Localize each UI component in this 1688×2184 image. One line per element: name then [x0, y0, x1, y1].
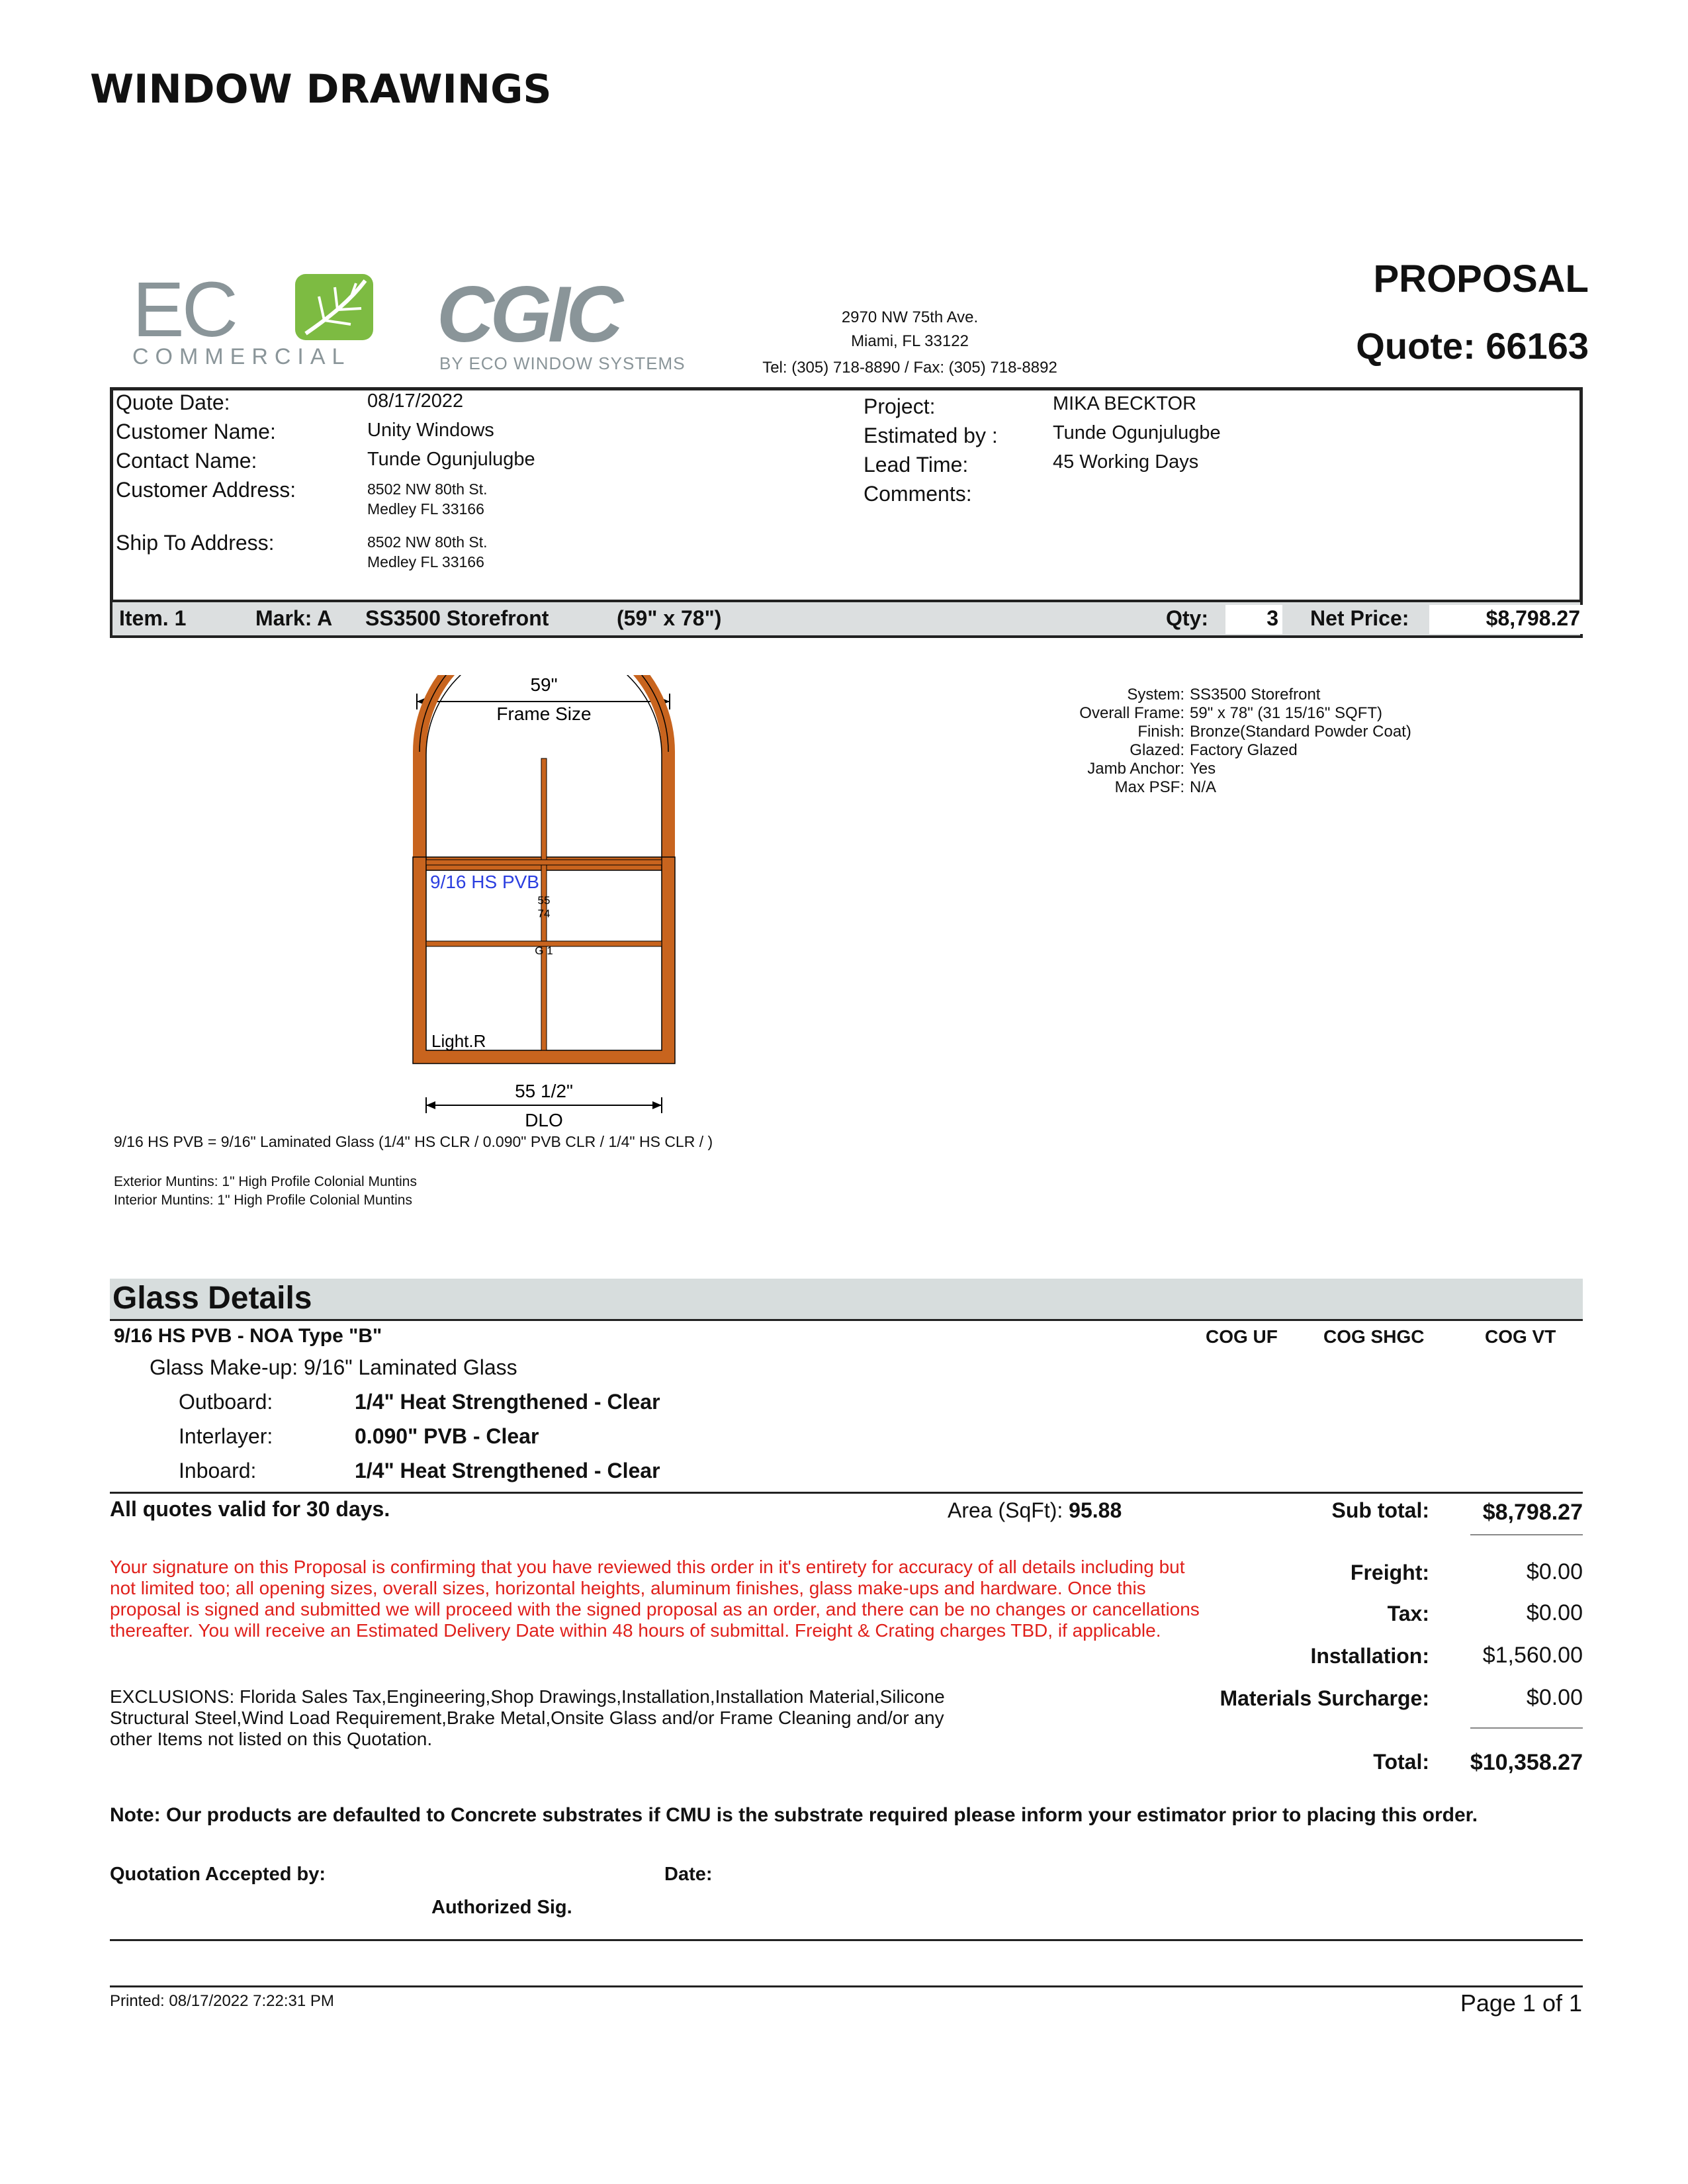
spec-row: Max PSF: N/A: [1114, 778, 1217, 796]
customer-address-value: [367, 479, 488, 519]
ship-to-line-2: Medley FL 33166: [367, 553, 484, 570]
dimension-tag-b: 74: [537, 907, 551, 920]
page-heading: WINDOW DRAWINGS: [90, 66, 552, 113]
contact-name-label: Contact Name:: [116, 449, 257, 473]
eco-commercial-logo: [132, 270, 377, 369]
tax-label: Tax:: [1387, 1602, 1429, 1625]
spec-row: System: SS3500 Storefront: [1127, 686, 1321, 704]
spec-row: Glazed: Factory Glazed: [1130, 741, 1298, 759]
qty-value: 3: [1266, 606, 1278, 630]
quote-validity: All quotes valid for 30 days.: [110, 1497, 390, 1521]
total-value: $10,358.27: [1470, 1750, 1583, 1775]
area-value: 95.88: [1069, 1498, 1122, 1522]
quote-number: Quote: 66163: [1356, 325, 1589, 367]
frame-size-label: Frame Size: [496, 704, 592, 724]
quote-date-value: 08/17/2022: [367, 390, 464, 412]
contact-name-value: Tunde Ogunjulugbe: [367, 449, 535, 470]
dlo-width-label: 55 1/2": [515, 1081, 573, 1101]
cgic-logo-subtitle: BY ECO WINDOW SYSTEMS: [439, 353, 686, 373]
inboard-value: 1/4" Heat Strengthened - Clear: [355, 1459, 660, 1482]
frame-width-label: 59": [530, 675, 558, 695]
company-street: 2970 NW 75th Ave.: [841, 308, 979, 326]
outboard-value: 1/4" Heat Strengthened - Clear: [355, 1390, 660, 1414]
dlo-label: DLO: [525, 1110, 563, 1130]
quote-date-label: Quote Date:: [116, 390, 230, 414]
light-tag: Light.R: [431, 1031, 486, 1051]
tax-value: $0.00: [1526, 1600, 1583, 1625]
cog-shgc-header: COG SHGC: [1323, 1326, 1425, 1347]
freight-label: Freight:: [1350, 1561, 1429, 1584]
cog-uf-header: COG UF: [1206, 1326, 1278, 1347]
authorized-signature-label: Authorized Sig.: [431, 1897, 572, 1918]
cgic-logo: [437, 270, 688, 376]
project-value: MIKA BECKTOR: [1053, 393, 1197, 414]
company-city: Miami, FL 33122: [851, 332, 969, 350]
signature-disclaimer: Your signature on this Proposal is confirming that you have reviewed this order in it's entirety for accuracy of all details including but not limited too; all opening sizes, overall sizes, horizontal heights, aluminum finishes, glass make-ups and hardware. Once this proposal is signed and submitted we will proceed with the signed proposal as an order, and there can be no changes or cancellations thereafter. You will receive an Estimated Delivery Date within 48 hours of submittal. Freight & Crating charges TBD, if applicable.: [110, 1557, 1200, 1641]
exclusions: EXCLUSIONS: Florida Sales Tax,Engineering,Shop Drawings,Installation,Installation Material,Silicone Structural Steel,Wind Load Requirement,Brake Metal,Onsite Glass and/or Frame Cleaning and/or any other Items not listed on this Quotation.: [110, 1686, 945, 1749]
materials-surcharge-value: $0.00: [1526, 1685, 1583, 1710]
surcharge-underline: [1470, 1727, 1583, 1729]
window-elevation-drawing: [397, 675, 715, 1152]
glass-type-tag: 9/16 HS PVB: [430, 872, 539, 892]
grid-tag: G 1: [535, 944, 553, 957]
customer-address-label: Customer Address:: [116, 478, 296, 502]
estimated-by-value: Tunde Ogunjulugbe: [1053, 422, 1221, 443]
outboard-label: Outboard:: [179, 1390, 273, 1414]
item-product: SS3500 Storefront: [365, 606, 549, 630]
glass-definition: 9/16 HS PVB = 9/16" Laminated Glass (1/4" HS CLR / 0.090" PVB CLR / 1/4" HS CLR / ): [114, 1133, 713, 1150]
system-specs: [959, 686, 1411, 797]
project-label: Project:: [864, 394, 936, 418]
glass-details-header: [110, 1279, 1583, 1321]
ship-to-value: [367, 532, 488, 572]
installation-value: $1,560.00: [1482, 1643, 1583, 1668]
customer-name-label: Customer Name:: [116, 420, 276, 443]
signature-line: [110, 1939, 1583, 1941]
spec-row: Finish: Bronze(Standard Powder Coat): [1137, 723, 1411, 741]
customer-name-value: Unity Windows: [367, 420, 494, 441]
item-bar: [110, 600, 1583, 638]
lead-time-label: Lead Time:: [864, 453, 969, 477]
proposal-title: PROPOSAL: [1373, 257, 1589, 300]
inboard-label: Inboard:: [179, 1459, 257, 1482]
net-price-field: [1429, 605, 1583, 634]
interlayer-value: 0.090" PVB - Clear: [355, 1424, 539, 1448]
glass-type-title: 9/16 HS PVB - NOA Type "B": [114, 1325, 382, 1347]
interlayer-label: Interlayer:: [179, 1424, 273, 1448]
spec-row: Overall Frame: 59" x 78" (31 15/16" SQFT): [1079, 704, 1383, 722]
substrate-note: Note: Our products are defaulted to Concrete substrates if CMU is the substrate required please inform your estimator prior to placing this order.: [110, 1804, 1478, 1826]
interior-muntins: Interior Muntins: 1" High Profile Colonial Muntins: [114, 1193, 412, 1208]
subtotal-value: $8,798.27: [1482, 1500, 1583, 1525]
customer-info-box: [110, 387, 1583, 623]
estimated-by-label: Estimated by :: [864, 424, 998, 447]
dimension-tag-a: 55: [537, 894, 551, 907]
ship-to-label: Ship To Address:: [116, 531, 275, 555]
lead-time-value: 45 Working Days: [1053, 451, 1199, 473]
customer-address-line-1: 8502 NW 80th St.: [367, 480, 488, 498]
cgic-logo-text: CGIC: [437, 270, 619, 359]
net-price-value: $8,798.27: [1486, 606, 1580, 630]
eco-logo-subtitle: COMMERCIAL: [132, 344, 351, 369]
installation-label: Installation:: [1310, 1644, 1429, 1668]
glass-makeup: Glass Make-up: 9/16" Laminated Glass: [150, 1355, 517, 1379]
cog-vt-header: COG VT: [1485, 1326, 1556, 1347]
page-number: Page 1 of 1: [1460, 1989, 1582, 2017]
company-phone: Tel: (305) 718-8890 / Fax: (305) 718-8892: [762, 359, 1057, 377]
comments-label: Comments:: [864, 482, 972, 506]
subtotal-label: Sub total:: [1331, 1498, 1429, 1522]
spec-row: Jamb Anchor: Yes: [1087, 760, 1216, 778]
freight-value: $0.00: [1526, 1559, 1583, 1584]
qty-field: [1225, 605, 1282, 634]
area-label: Area (SqFt):: [948, 1498, 1063, 1522]
company-address: [734, 306, 1085, 353]
signature-date-label: Date:: [664, 1864, 713, 1885]
ship-to-line-1: 8502 NW 80th St.: [367, 533, 488, 551]
muntin-upper: [426, 860, 662, 865]
item-mark: Mark: A: [255, 606, 333, 630]
net-price-label: Net Price:: [1310, 606, 1409, 630]
muntin-notes: [114, 1173, 417, 1210]
quotation-accepted-label: Quotation Accepted by:: [110, 1864, 326, 1885]
total-label: Total:: [1373, 1750, 1429, 1774]
footer-line: [110, 1985, 1583, 1987]
customer-address-line-2: Medley FL 33166: [367, 500, 484, 518]
summary-divider: [110, 1492, 1583, 1494]
printed-timestamp: Printed: 08/17/2022 7:22:31 PM: [110, 1992, 334, 2010]
subtotal-underline: [1470, 1534, 1583, 1535]
eco-logo-text: EC: [132, 270, 236, 353]
materials-surcharge-label: Materials Surcharge:: [1220, 1686, 1429, 1710]
item-size: (59" x 78"): [617, 606, 722, 630]
qty-label: Qty:: [1166, 606, 1208, 630]
item-number: Item. 1: [119, 606, 187, 630]
glass-details-heading: Glass Details: [112, 1281, 312, 1316]
exterior-muntins: Exterior Muntins: 1" High Profile Colonial Muntins: [114, 1174, 417, 1189]
